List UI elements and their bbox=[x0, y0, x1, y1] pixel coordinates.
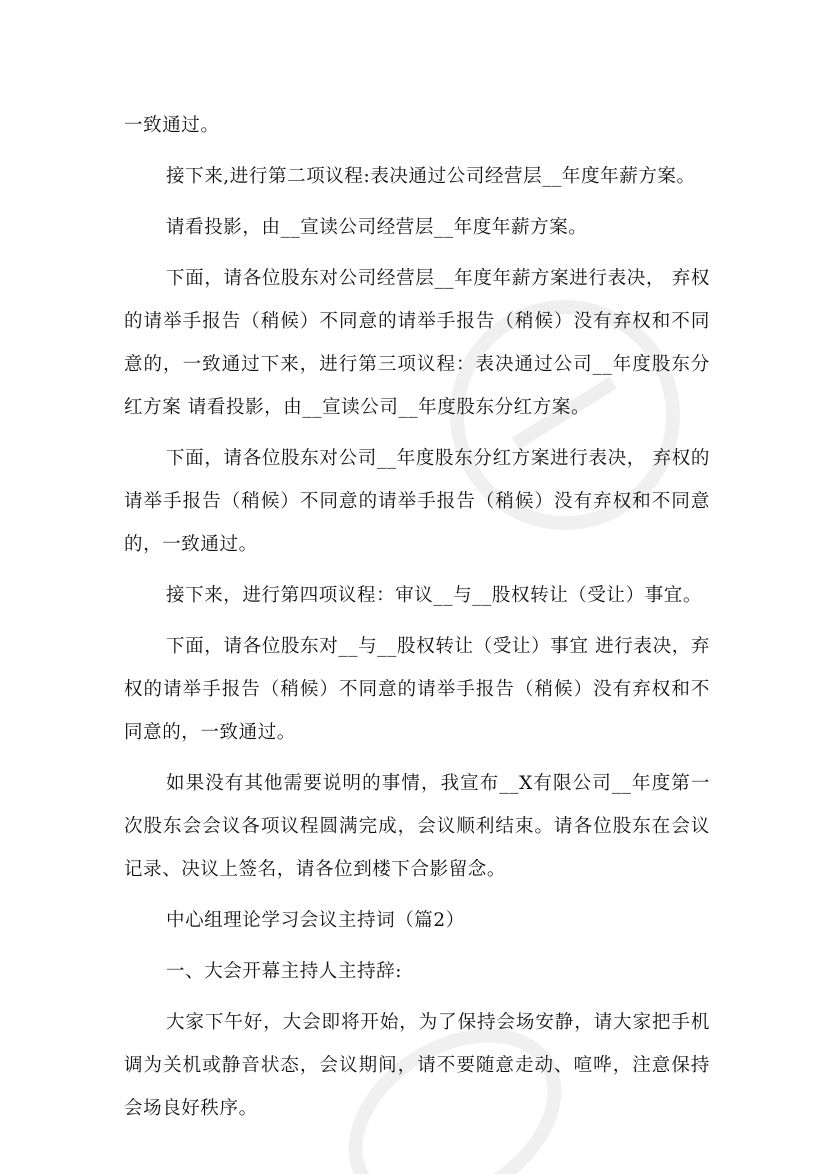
paragraph-7: 下面，请各位股东对__与__股权转让（受让）事宜 进行表决，弃权的请举手报告（稍候）不同意的请举手报告（稍候）没有弃权和不同意的，一致通过。 bbox=[124, 636, 710, 743]
paragraph-8: 如果没有其他需要说明的事情，我宣布__X有限公司__年度第一次股东会会议各项议程圆满完成，会议顺利结束。请各位股东在会议记录、决议上签名，请各位到楼下合影留念。 bbox=[124, 773, 710, 880]
paragraph-3: 请看投影，由__宣读公司经营层__年度年薪方案。 bbox=[166, 217, 588, 238]
paragraph-5: 下面，请各位股东对公司__年度股东分红方案进行表决， 弃权的请举手报告（稍候）不同意的请举手报告（稍候）没有弃权和不同意的，一致通过。 bbox=[124, 448, 710, 555]
subsection-heading: 一、大会开幕主持人主持辞: bbox=[166, 961, 403, 982]
paragraph-11: 大家下午好，大会即将开始，为了保持会场安静，请大家把手机调为关机或静音状态，会议期间，请不要随意走动、喧哗，注意保持会场良好秩序。 bbox=[124, 1012, 710, 1119]
section-heading: 中心组理论学习会议主持词（篇2） bbox=[166, 910, 465, 931]
paragraph-2: 接下来,进行第二项议程:表决通过公司经营层__年度年薪方案。 bbox=[166, 166, 696, 187]
paragraph-6: 接下来，进行第四项议程：审议__与__股权转让（受让）事宜。 bbox=[166, 585, 703, 606]
paragraph-1: 一致通过。 bbox=[124, 115, 220, 136]
paragraph-4: 下面，请各位股东对公司经营层__年度年薪方案进行表决， 弃权的请举手报告（稍候）不同意的请举手报告（稍候）没有弃权和不同意的，一致通过下来，进行第三项议程：表决通过公司__年度股东分红方案 请看投影，由__宣读公司__年度股东分红方案。 bbox=[124, 268, 710, 418]
document-body bbox=[124, 104, 710, 1138]
